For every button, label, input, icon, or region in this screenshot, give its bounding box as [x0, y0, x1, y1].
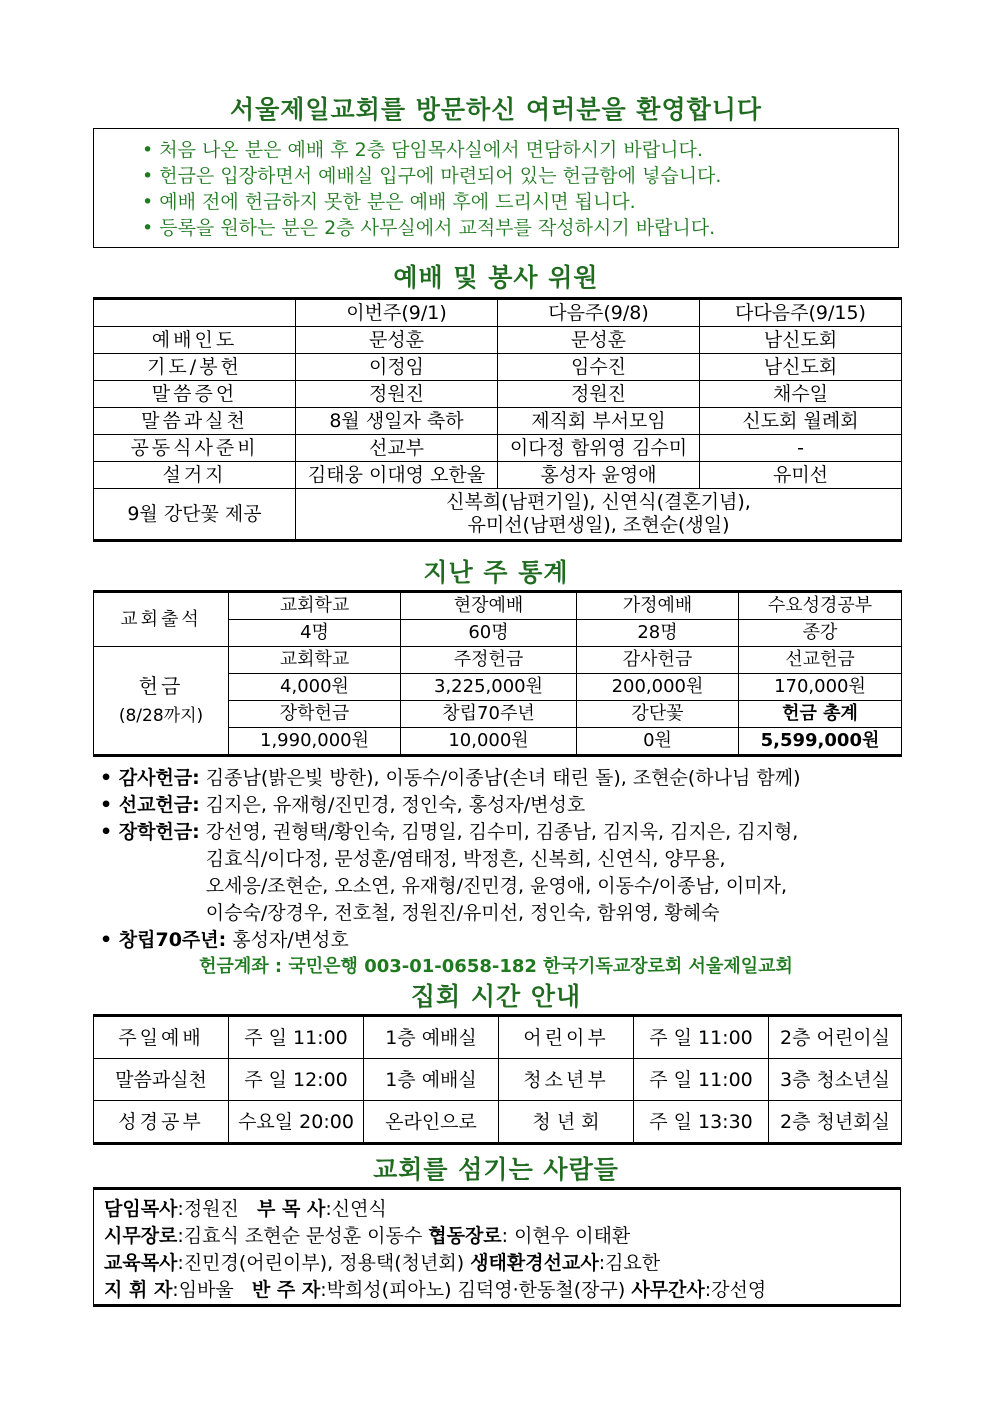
staff-box	[93, 1187, 901, 1307]
staff-names: : 이현우 이태환	[501, 1225, 631, 1247]
staff-names: :김요한	[598, 1252, 661, 1274]
table-cell: 이정임	[296, 354, 498, 381]
table-header: 현장예배	[401, 592, 577, 620]
donation-key: • 감사헌금:	[100, 765, 200, 792]
donation-names: 홍성자/변성호	[232, 929, 349, 951]
table-cell: 수요일 20:00	[229, 1101, 364, 1144]
row-label: 9월 강단꽃 제공	[94, 489, 296, 541]
table-cell: 1층 예배실	[364, 1059, 499, 1101]
table-cell: 청소년부	[499, 1059, 634, 1101]
table-cell: 말씀과실천	[94, 1059, 229, 1101]
table-cell: 28명	[577, 620, 739, 647]
row-label: 설거지	[94, 462, 296, 489]
row-label: 말씀과실천	[94, 408, 296, 435]
table-cell: 3,225,000원	[401, 674, 577, 701]
row-label: 헌금	[138, 673, 184, 698]
table-cell: 남신도회	[700, 354, 902, 381]
donation-line: 오세응/조현순, 오소연, 유재형/진민경, 윤영애, 이동수/이종남, 이미자,	[205, 875, 787, 897]
table-cell: 어린이부	[499, 1016, 634, 1059]
staff-names: :임바울	[172, 1279, 234, 1301]
donation-key: • 장학헌금:	[100, 819, 200, 927]
table-cell: 1,990,000원	[229, 728, 401, 756]
table-cell: 이다정 함위영 김수미	[498, 435, 700, 462]
staff-role: 부 목 사	[257, 1198, 326, 1220]
offering-label-cell	[94, 647, 229, 756]
flower-line: 신복희(남편기일), 신연식(결혼기념),	[446, 491, 751, 513]
table-cell: 1층 예배실	[364, 1016, 499, 1059]
table-header: 감사헌금	[577, 647, 739, 674]
table-cell: 주 일 11:00	[634, 1016, 769, 1059]
row-label: 기도/봉헌	[94, 354, 296, 381]
table-row	[94, 435, 902, 462]
staff-names: :김효식 조현순 문성훈 이동수	[177, 1225, 423, 1247]
table-cell: 성경공부	[94, 1101, 229, 1144]
table-cell: 문성훈	[296, 327, 498, 354]
table-cell: 임수진	[498, 354, 700, 381]
staff-role: 지 휘 자	[104, 1279, 173, 1301]
table-cell: 정원진	[296, 381, 498, 408]
table-cell: 유미선	[700, 462, 902, 489]
table-cell: 신도회 월례회	[700, 408, 902, 435]
staff-title: 교회를 섬기는 사람들	[373, 1155, 619, 1184]
table-cell: -	[700, 435, 902, 462]
staff-role: 교육목사	[104, 1252, 178, 1274]
row-label: 예배인도	[94, 327, 296, 354]
table-cell: 2층 어린이실	[769, 1016, 902, 1059]
table-cell: 170,000원	[739, 674, 902, 701]
staff-line	[104, 1196, 900, 1223]
table-row	[94, 1059, 902, 1101]
table-cell: 4,000원	[229, 674, 401, 701]
table-row	[94, 408, 902, 435]
list-item: • 처음 나온 분은 예배 후 2층 담임목사실에서 면담하시기 바랍니다.	[142, 137, 898, 163]
table-cell: 주일예배	[94, 1016, 229, 1059]
table-header: 가정예배	[577, 592, 739, 620]
welcome-box	[93, 128, 899, 248]
table-row	[94, 381, 902, 408]
staff-line	[104, 1277, 900, 1304]
table-header: 강단꽃	[577, 701, 739, 728]
staff-role: 반 주 자	[251, 1279, 321, 1301]
table-header: 장학헌금	[229, 701, 401, 728]
table-cell	[94, 299, 296, 327]
table-cell: 청 년 회	[499, 1101, 634, 1144]
row-label: 교회출석	[94, 592, 229, 647]
schedule-table	[93, 1014, 902, 1145]
total-header: 헌금 총계	[739, 701, 902, 728]
table-cell: 채수일	[700, 381, 902, 408]
table-header: 다다음주(9/15)	[700, 299, 902, 327]
table-cell: 홍성자 윤영애	[498, 462, 700, 489]
table-row	[94, 462, 902, 489]
staff-role: 생태환경선교사	[470, 1252, 599, 1274]
stats-title: 지난 주 통계	[423, 558, 569, 587]
table-cell: 주 일 13:30	[634, 1101, 769, 1144]
table-cell: 온라인으로	[364, 1101, 499, 1144]
flower-cell	[296, 489, 902, 541]
list-item	[100, 819, 900, 927]
stats-table	[93, 590, 902, 757]
table-cell: 선교부	[296, 435, 498, 462]
table-cell: 주 일 11:00	[229, 1016, 364, 1059]
table-row	[94, 1101, 902, 1144]
table-header: 이번주(9/1)	[296, 299, 498, 327]
list-item	[100, 927, 900, 954]
table-header: 수요성경공부	[739, 592, 902, 620]
table-cell: 200,000원	[577, 674, 739, 701]
total-value: 5,599,000원	[739, 728, 902, 756]
table-cell: 김태웅 이대영 오한울	[296, 462, 498, 489]
list-item: • 헌금은 입장하면서 예배실 입구에 마련되어 있는 헌금함에 넣습니다.	[142, 163, 898, 189]
table-cell: 남신도회	[700, 327, 902, 354]
welcome-list	[94, 129, 898, 241]
staff-line	[104, 1250, 900, 1277]
staff-names: :박희성(피아노) 김덕영·한동철(장구)	[320, 1279, 626, 1301]
table-header: 교회학교	[229, 592, 401, 620]
table-row	[94, 354, 902, 381]
table-cell: 제직회 부서모임	[498, 408, 700, 435]
table-cell: 60명	[401, 620, 577, 647]
table-row	[94, 327, 902, 354]
staff-names: :강선영	[704, 1279, 767, 1301]
staff-line	[104, 1223, 900, 1250]
table-cell: 문성훈	[498, 327, 700, 354]
table-cell: 주 일 11:00	[634, 1059, 769, 1101]
service-title: 예배 및 봉사 위원	[393, 263, 599, 292]
donation-names-block	[206, 819, 799, 927]
staff-role: 협동장로	[428, 1225, 502, 1247]
table-cell: 0원	[577, 728, 739, 756]
bank-account: 헌금계좌 : 국민은행 003-01-0658-182 한국기독교장로회 서울제일교회	[199, 956, 793, 977]
donation-line: 이승숙/장경우, 전호철, 정원진/유미선, 정인숙, 함위영, 황혜숙	[205, 902, 720, 924]
staff-names: :진민경(어린이부), 정용택(청년회)	[177, 1252, 465, 1274]
list-item: • 예배 전에 헌금하지 못한 분은 예배 후에 드리시면 됩니다.	[142, 189, 898, 215]
table-cell: 주 일 12:00	[229, 1059, 364, 1101]
table-row	[94, 1016, 902, 1059]
table-cell: 8월 생일자 축하	[296, 408, 498, 435]
donations-list	[100, 765, 900, 954]
table-header: 다음주(9/8)	[498, 299, 700, 327]
donation-line: 강선영, 권형택/황인숙, 김명일, 김수미, 김종남, 김지욱, 김지은, 김지형,	[205, 821, 799, 843]
staff-names: :신연식	[325, 1198, 387, 1220]
staff-role: 시무장로	[104, 1225, 178, 1247]
staff-role: 담임목사	[104, 1198, 178, 1220]
list-item	[100, 765, 900, 792]
list-item: • 등록을 원하는 분은 2층 사무실에서 교적부를 작성하시기 바랍니다.	[142, 215, 898, 241]
donation-names: 김지은, 유재형/진민경, 정인숙, 홍성자/변성호	[205, 794, 586, 816]
table-cell: 종강	[739, 620, 902, 647]
table-header: 선교헌금	[739, 647, 902, 674]
staff-role: 사무간사	[631, 1279, 705, 1301]
schedule-title: 집회 시간 안내	[410, 982, 582, 1011]
table-header: 창립70주년	[401, 701, 577, 728]
table-header: 주정헌금	[401, 647, 577, 674]
table-header: 교회학교	[229, 647, 401, 674]
table-row	[94, 647, 902, 674]
table-row	[94, 299, 902, 327]
donation-key: • 선교헌금:	[100, 792, 200, 819]
donation-names: 김종남(밝은빛 방한), 이동수/이종남(손녀 태린 돌), 조현순(하나님 함께)	[205, 767, 801, 789]
row-label: 말씀증언	[94, 381, 296, 408]
table-cell: 2층 청년회실	[769, 1101, 902, 1144]
row-label: 공동식사준비	[94, 435, 296, 462]
welcome-title: 서울제일교회를 방문하신 여러분을 환영합니다	[229, 95, 763, 124]
table-cell: 10,000원	[401, 728, 577, 756]
table-cell: 정원진	[498, 381, 700, 408]
table-cell: 4명	[229, 620, 401, 647]
table-row	[94, 592, 902, 620]
offering-period: (8/28까지)	[118, 705, 204, 726]
staff-names: :정원진	[177, 1198, 239, 1220]
service-table	[93, 297, 902, 542]
table-cell: 3층 청소년실	[769, 1059, 902, 1101]
donation-key: • 창립70주년:	[100, 927, 226, 954]
list-item	[100, 792, 900, 819]
table-row	[94, 489, 902, 541]
flower-line: 유미선(남편생일), 조현순(생일)	[467, 514, 730, 536]
donation-line: 김효식/이다정, 문성훈/염태정, 박정흔, 신복희, 신연식, 양무용,	[205, 848, 726, 870]
